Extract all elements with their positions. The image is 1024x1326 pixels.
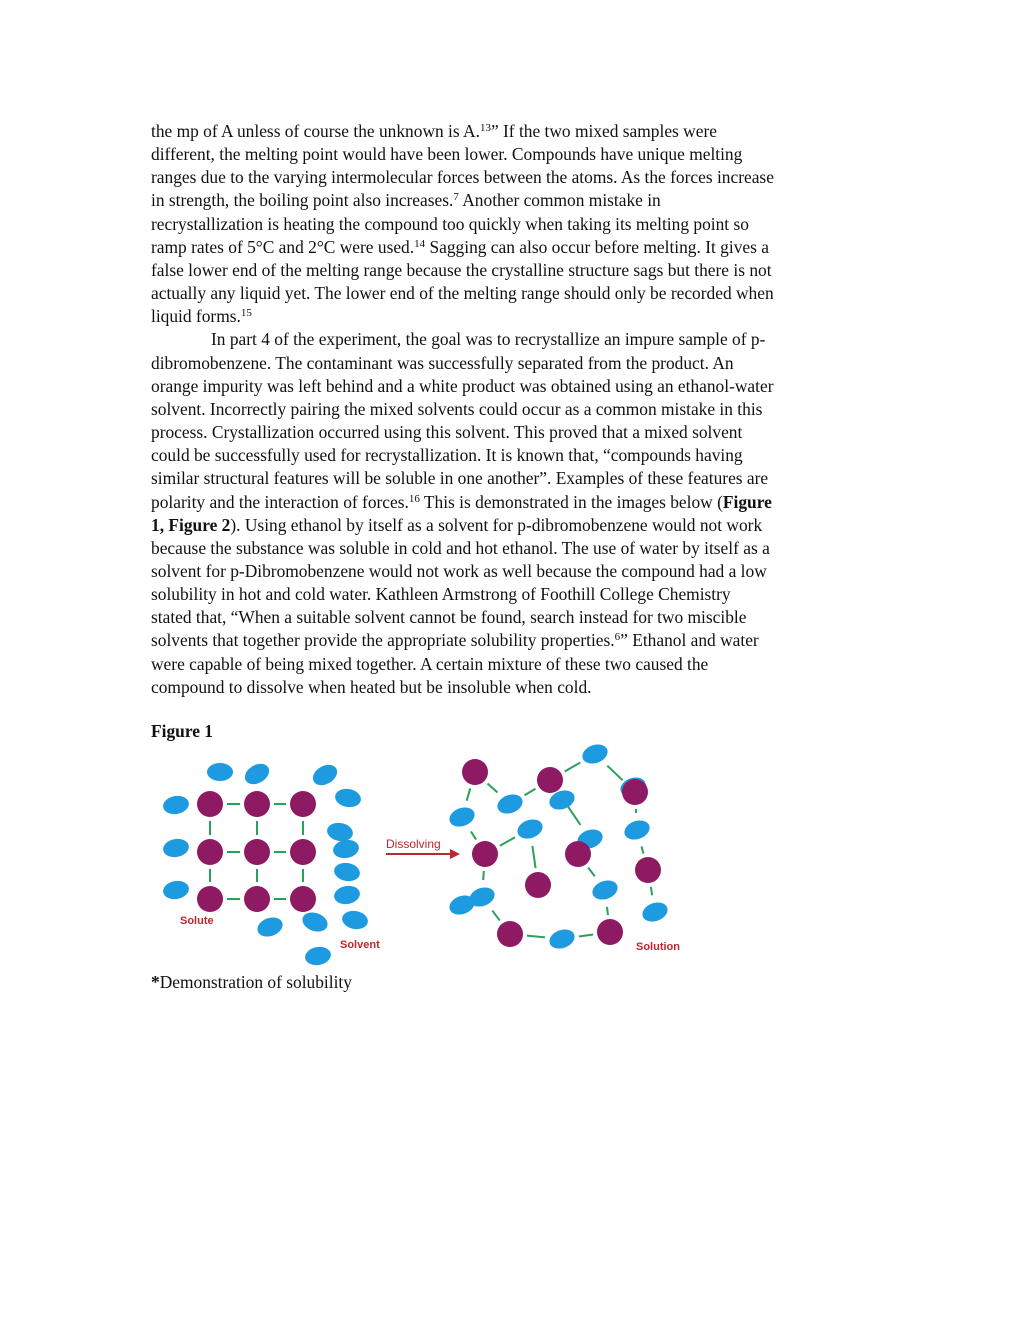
bond-line [651,887,652,895]
solute-particle [635,857,661,883]
solvent-label: Solvent [340,939,380,951]
solvent-particle [241,760,273,789]
text-line: solvents that together provide the appropriate solubility properties.$^6$” Ethanol and water [151,630,759,651]
text-line: recrystallization is heating the compound too quickly when taking its melting point so [151,213,749,234]
bond-line [642,846,644,853]
figure-caption: *Demonstration of solubility [151,972,352,992]
solution-label: Solution [636,941,680,953]
text-line: similar structural features will be soluble in one another”. Examples of these features are [151,468,769,489]
bond-line [532,846,535,868]
solvent-particle [162,837,191,859]
text-line: solvent for p-Dibromobenzene would not work as well because the compound had a low [151,560,767,581]
bond-line [500,837,515,845]
bond-line [471,831,476,839]
solute-particle [244,839,270,865]
text-line: compound to dissolve when heated but be insoluble when cold. [151,676,592,697]
figure-title: Figure 1 [151,721,213,741]
bond-line [483,871,484,880]
bond-line [565,763,581,772]
dissolving-label: Dissolving [386,837,441,851]
text-line: because the substance was soluble in cold and hot ethanol. The use of water by itself as a [151,537,770,558]
bond-line [588,868,595,877]
solvent-particle [547,926,578,952]
solute-particle [537,767,563,793]
text-line: ranges due to the varying intermolecular forces between the atoms. As the forces increase [151,167,774,188]
text-line: solubility in hot and cold water. Kathleen Armstrong of Foothill College Chemistry [151,584,731,605]
text-line: the mp of A unless of course the unknown is A.$^{13}$” If the two mixed samples were [151,121,717,141]
text-line: different, the melting point would have been lower. Compounds have unique melting [151,144,743,165]
solute-particle [244,886,270,912]
figure-reference: Figure [722,491,772,512]
solvent-particle [332,838,361,860]
solvent-particle [207,763,233,781]
solute-particle [290,839,316,865]
text-line: solvent. Incorrectly pairing the mixed solvents could occur as a common mistake in this [151,398,763,419]
solvent-particle [162,794,191,816]
solvent-particle [333,861,362,883]
solute-label: Solute [180,915,214,927]
text-line: In part 4 of the experiment, the goal was to recrystallize an impure sample of p- [211,329,766,350]
solute-particle [197,791,223,817]
text-line: process. Crystallization occurred using this solvent. This proved that a mixed solvent [151,422,743,443]
solute-particle [597,919,623,945]
solute-particle [622,779,648,805]
solute-particle [197,886,223,912]
solvent-particle [300,909,331,935]
solute-particle [244,791,270,817]
solute-particle [472,841,498,867]
figure-reference: 1, Figure 2 [151,514,231,535]
text-line: orange impurity was left behind and a white product was obtained using an ethanol-water [151,375,774,396]
text-line: ramp rates of 5°C and 2°C were used.$^{14}$ Sagging can also occur before melting. It gives a [151,236,769,257]
bond-line [488,783,498,792]
solvent-particle [326,821,355,843]
solvent-particle [495,791,526,817]
solvent-particle [334,787,363,809]
bond-line [527,936,545,938]
text-line: could be successfully used for recrystallization. It is known that, “compounds having [151,445,743,466]
solvent-particle [447,804,478,830]
text-line: 1, Figure 2). Using ethanol by itself as a solvent for p-dibromobenzene would not work [151,514,763,535]
solute-particle [525,872,551,898]
text-line: false lower end of the melting range because the crystalline structure sags but there is not [151,259,772,280]
solvent-particle [341,909,370,931]
paragraph-1 [151,120,871,328]
solute-particle [462,759,488,785]
bond-line [607,766,622,781]
solvent-particle [309,761,341,790]
bond-line [492,911,499,921]
solvent-particle [640,899,671,925]
bond-line [607,907,608,915]
solvent-particle [580,742,611,767]
solvent-particle [255,914,286,940]
solute-particle [197,839,223,865]
text-line: actually any liquid yet. The lower end of the melting range should only be recorded when [151,283,774,304]
solvent-particle [515,816,546,842]
solute-particle [290,886,316,912]
body-text [151,120,871,699]
solvent-particle [162,879,191,901]
bond-line [467,788,471,800]
text-line: were capable of being mixed together. A certain mixture of these two caused the [151,653,709,674]
solute-particle [565,841,591,867]
text-line: stated that, “When a suitable solvent cannot be found, search instead for two miscible [151,607,747,628]
bond-line [525,789,536,796]
solute-particle [290,791,316,817]
solvent-particle [304,945,333,967]
text-line: dibromobenzene. The contaminant was successfully separated from the product. An [151,352,734,373]
bond-line [579,934,593,936]
solvent-particle [333,884,362,906]
text-line: liquid forms.$^{15}$ [151,306,252,327]
paragraph-2 [151,328,871,699]
text-line: in strength, the boiling point also increases.$^7$ Another common mistake in [151,190,661,211]
solute-particle [497,921,523,947]
solubility-diagram [150,742,690,967]
solvent-particle [622,817,653,843]
solvent-particle [590,877,621,903]
text-line: polarity and the interaction of forces.$^{16}$ This is demonstrated in the images below (Figure [151,491,772,512]
